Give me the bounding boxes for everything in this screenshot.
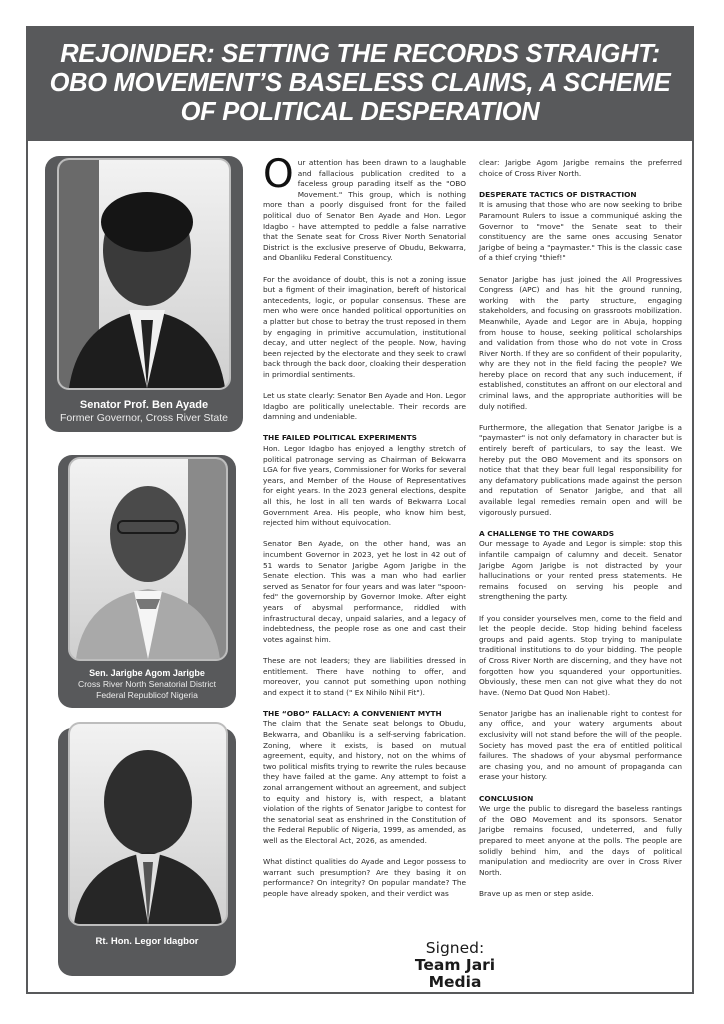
paragraph: What distinct qualities do Ayade and Legor possess to warrant such presumption? Are they basing it on performance? On integrity? On popular mandate? The people have already spoken, and their verdict was — [263, 857, 466, 898]
headline-banner — [26, 26, 694, 141]
headline: REJOINDER: SETTING THE RECORDS STRAIGHT: OBO MOVEMENT’S BASELESS CLAIMS, A SCHEME OF POLITICAL DESPERATION — [49, 40, 671, 126]
photo-caption — [45, 399, 243, 425]
photo-card-jarigbe — [58, 455, 236, 708]
caption-name: Rt. Hon. Legor Idagbor — [95, 936, 199, 947]
paragraph: Let us state clearly: Senator Ben Ayade and Hon. Legor Idagbo are politically unelectable. Their records are damning and undeniable. — [263, 391, 466, 422]
photo-card-legor-idagbor — [58, 728, 236, 976]
paragraph: These are not leaders; they are liabilities dressed in entitlement. There have nothing to offer, and moreover, you cannot put something upon nothing and expect it to stand (" Ex Nihilo Nihil Fit"). — [263, 655, 466, 697]
paragraph: If you consider yourselves men, come to the field and let the people decide. Stop hiding behind faceless groups and paid agents. Stop trying to manipulate traditional institutions to do your bidding. The people of Cross River North are discerning, and they have not forgotten how you squandered your opportunities. Obviously, these men can not give what they do not have. (Nemo Dat Quod Non Habet). — [479, 613, 682, 697]
paragraph: It is amusing that those who are now seeking to bribe Paramount Rulers to issue a communiqué asking the Governor to "move" the Senate seat to their constituency are the same ones accusing Senator Jarigbe of being a "paymaster." This is the classic case of a thief crying "thief!" — [479, 200, 682, 263]
portrait-photo-jarigbe — [68, 457, 228, 661]
caption-line: Federal Republicof Nigeria — [96, 690, 198, 700]
paragraph: Senator Jarigbe has just joined the All Progressives Congress (APC) and has hit the ground running, working with the party structure, engaging stakeholders, and focusing on grassroots mobilization. Meanwhile, Ayade and Legor are in Abuja, hopping from house to house, seeking political scholarships and validation from those who do not vote in Cross River North. If they are so confident of their popularity, why are they not in the field facing the people? We hereby place on record that any such inducement, if established, constitutes an affront on our electoral and criminal laws, and the appropriate authorities will be duly notified. — [479, 274, 682, 411]
signatory-name: Team Jari Media — [414, 956, 496, 991]
photo-caption — [58, 936, 236, 948]
caption-line: Cross River North Senatorial District — [77, 679, 216, 689]
portrait-figure-icon — [70, 459, 226, 659]
section-heading: CONCLUSION — [479, 793, 534, 803]
signature-block — [395, 940, 515, 991]
paragraph: Furthermore, the allegation that Senator Jarigbe is a "paymaster" is not only defamatory in character but is entirely bereft of particulars, to say the least. We hereby put the OBO Movement and its sponsors on notice that that they bear full legal responsibility for any defamatory publications made against the person and reputation of Senator Jarigbe, and that all available legal remedies remain open and will be vigorously pursued. — [479, 422, 682, 517]
paragraph: Our message to Ayade and Legor is simple: stop this infantile campaign of calumny and deceit. Senator Jarigbe Agom Jarigbe is not distracted by your hallucinations or your rented press statements. He remains focused on serving his people and strengthening the party. — [479, 539, 682, 602]
section-heading: A CHALLENGE TO THE COWARDS — [479, 528, 615, 538]
article-column-middle — [263, 152, 466, 910]
portrait-figure-icon — [59, 160, 229, 388]
photo-card-ben-ayade — [45, 156, 243, 432]
paragraph: Senator Jarigbe has an inalienable right to contest for any office, and your watery arguments about exclusivity will not stand before the will of the people. Society has moved past the era of entitled political failures. The shadows of your abysmal performance are chasing you, and no amount of propaganda can erase your history. — [479, 708, 682, 782]
section-heading: DESPERATE TACTICS OF DISTRACTION — [479, 189, 637, 199]
paragraph: We urge the public to disregard the baseless rantings of the OBO Movement and its sponsors. Senator Jarigbe remains focused, undeterred, and fully prepared to meet anyone at the polls. The people are solidly behind him, and the days of political manipulation and mediocrity are over in Cross River North. — [479, 804, 682, 877]
portrait-figure-icon — [70, 724, 226, 924]
caption-name: Senator Prof. Ben Ayade — [79, 399, 209, 411]
section-heading: THE “OBO” FALLACY: A CONVENIENT MYTH — [263, 708, 442, 718]
paragraph: clear: Jarigbe Agom Jarigbe remains the preferred choice of Cross River North. — [479, 158, 682, 178]
paragraph: For the avoidance of doubt, this is not a zoning issue but a figment of their imagination, bereft of historical antecedents, logic, or popular consensus. These are men who were once handed political opportunities on a platter but chose to betray the trust reposed in them by engaging in primitive accumulation, institutional decay, and utter neglect of the people. Now, having been rejected by the electorate and they seek to crawl back through the back door, cloaking their desperation in primordial sentiments. — [263, 274, 466, 379]
portrait-photo-legor-idagbor — [68, 722, 228, 926]
paragraph: Hon. Legor Idagbo has enjoyed a lengthy stretch of political patronage serving as Chairman of Bekwarra LGA for five years, Commissioner for Works for several years, and Member of the House of Representatives for eight years. In the 2023 general elections, despite all this, he lost in all ten wards of Bekwarra Local Government Area. His people, who know him best, rejected him without equivocation. — [263, 444, 466, 528]
article-column-right — [479, 158, 682, 910]
section-heading: THE FAILED POLITICAL EXPERIMENTS — [263, 433, 417, 443]
caption-name: Sen. Jarigbe Agom Jarigbe — [89, 668, 205, 678]
drop-cap: O — [263, 152, 294, 197]
paragraph: Brave up as men or step aside. — [479, 888, 594, 898]
caption-title: Former Governor, Cross River State — [59, 412, 229, 424]
paragraph: The claim that the Senate seat belongs to Obudu, Bekwarra, and Obanliku is a self-serving fabrication. Zoning, where it exists, is based on mutual agreement, equity, and history, not on the whims of two political misfits trying to rewrite the rules because they have failed at the game. Any attempt to foist a zonal arrangement without an agreement, and subject to equity and history is, with respect, a blatant violation of the rights of Senator Jarigbe to contest for the senatorial seat as enshrined in the Constitution of the Federal Republic of Nigeria, 1999, as amended, as well as the Electoral Act, 2026, as amended. — [263, 719, 466, 845]
signed-label: Signed: — [425, 939, 485, 957]
paragraph: Our attention has been drawn to a laughable and fallacious publication credited to a faceless group parading itself as the "OBO Movement." This group, which is nothing more than a poorly disguised front for the failed political duo of Senator Ben Ayade and Hon. Legor Idagbo - have attempted to peddle a false narrative that the Senate seat for Cross River North Senatorial District is the exclusive preserve of Obudu, Bekwarra, and Obanliku Federal Constituency. — [263, 152, 466, 263]
paragraph: Senator Ben Ayade, on the other hand, was an incumbent Governor in 2023, yet he lost in 42 out of 51 wards to Senator Jarigbe Agom Jarigbe in the Senate election. This was a man who had earlier served as Senator for four years and was later "spoon-fed" the governorship by Governor Imoke. After eight years of abysmal performance, riddled with infrastructural decay, unpaid salaries, and a legacy of indebtedness, the people rose as one and cast their votes against him. — [263, 539, 466, 644]
photo-caption — [58, 668, 236, 701]
portrait-photo-ben-ayade — [57, 158, 231, 390]
